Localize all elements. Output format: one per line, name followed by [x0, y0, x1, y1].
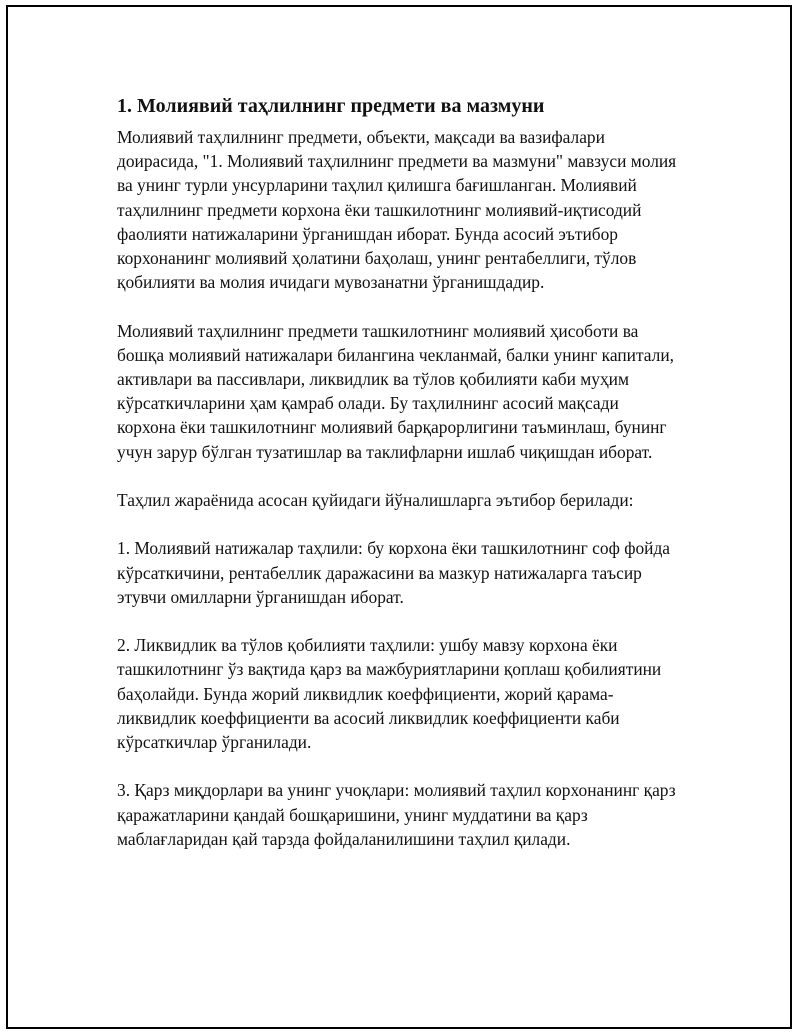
- paragraph-intro: Молиявий таҳлилнинг предмети, объекти, мақсади ва вазифалари доирасида, "1. Молиявий таҳлилнинг предмети ва мазмуни" мавзуси молия ва унинг турли унсурларини таҳлил қилишга бағишланган. Молиявий таҳлилнинг предмети корхона ёки ташкилотнинг молиявий-иқтисодий фаолияти натижаларини ўрганишдан иборат. Бунда асосий эътибор корхонанинг молиявий ҳолатини баҳолаш, унинг рентабеллиги, тўлов қобилияти ва молия ичидаги мувозанатни ўрганишдадир.: [117, 127, 677, 293]
- list-item-debt: 3. Қарз миқдорлари ва унинг учоқлари: молиявий таҳлил корхонанинг қарз қаражатларини қандай бошқаришини, унинг муддатини ва қарз маблағларидан қай тарзда фойдаланилишини таҳлил қилади.: [117, 780, 676, 849]
- paragraph-scope: Молиявий таҳлилнинг предмети ташкилотнинг молиявий ҳисоботи ва бошқа молиявий натижалари билангина чекланмай, балки унинг капитали, активлари ва пассивлари, ликвидлик ва тўлов қобилияти каби муҳим кўрсаткичларини ҳам қамраб олади. Бу таҳлилнинг асосий мақсади корхона ёки ташкилотнинг молиявий барқарорлигини таъминлаш, бунинг учун зарур бўлган тузатишлар ва таклифларни ишлаб чиқишдан иборат.: [117, 320, 674, 462]
- section-title: 1. Молиявий таҳлилнинг предмети ва мазмуни: [117, 95, 545, 117]
- list-item-financial-results: 1. Молиявий натижалар таҳлили: бу корхона ёки ташкилотнинг соф фойда кўрсаткичини, рентабеллик даражасини ва мазкур натижаларга таъсир этувчи омилларни ўрганишдан иборат.: [117, 538, 671, 607]
- document-body: [117, 92, 677, 875]
- paragraph-directions-intro: Таҳлил жараёнида асосан қуйидаги йўналишларга эътибор берилади:: [117, 490, 634, 511]
- list-item-liquidity: 2. Ликвидлик ва тўлов қобилияти таҳлили: ушбу мавзу корхона ёки ташкилотнинг ўз вақтида қарз ва мажбуриятларини қоплаш қобилиятини баҳолайди. Бунда жорий ликвидлик коеффициенти, жорий қарама-ликвидлик коеффициенти ва асосий ликвидлик коеффициенти каби кўрсаткичлар ўрганилади.: [117, 635, 662, 753]
